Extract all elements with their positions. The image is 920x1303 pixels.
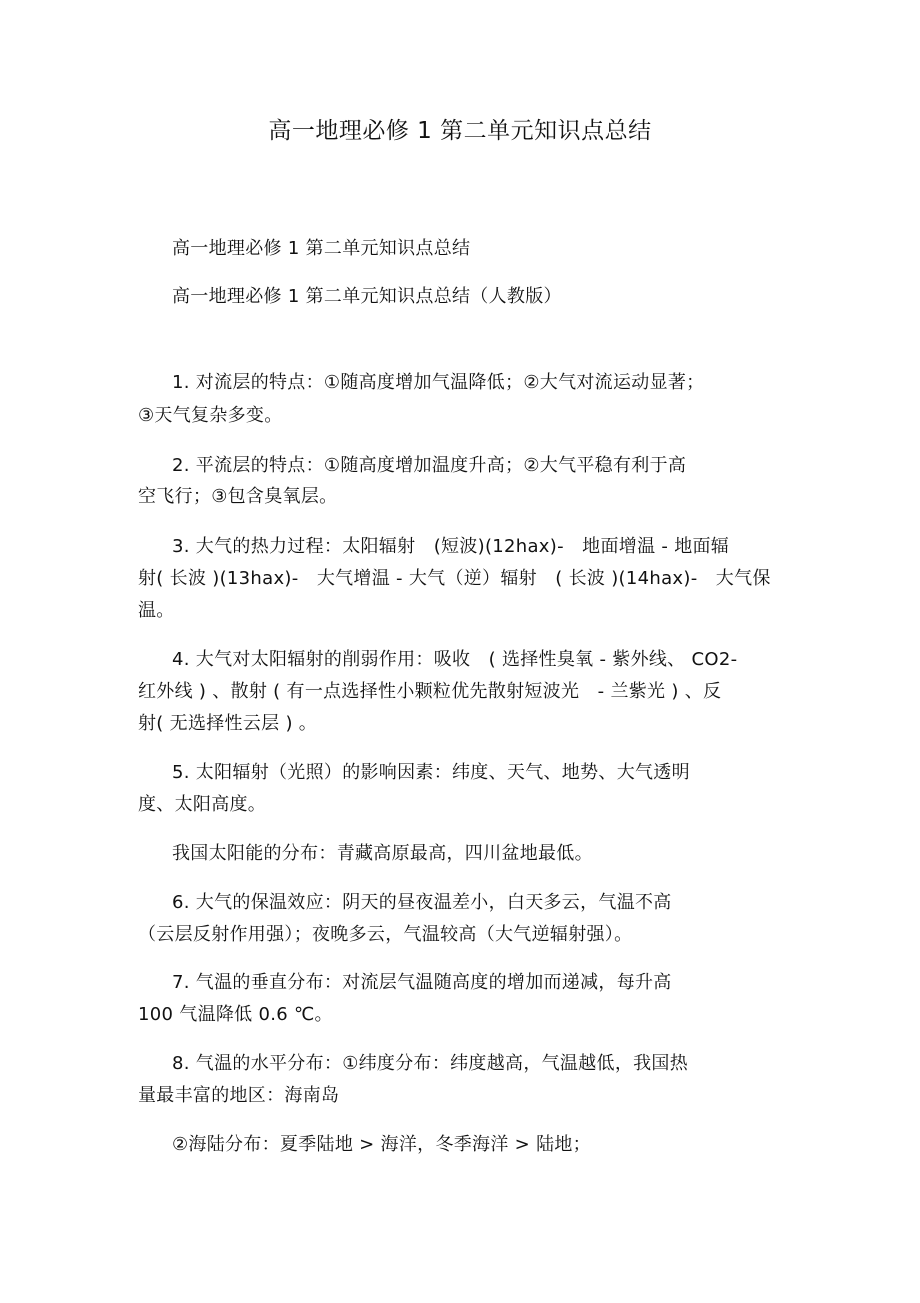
paragraph-line: 4. 大气对太阳辐射的削弱作用：吸收 ( 选择性臭氧 - 紫外线、 CO2- [172, 649, 738, 670]
paragraph-line: 量最丰富的地区：海南岛 [138, 1085, 340, 1106]
paragraph-line: 100 气温降低 0.6 ℃。 [138, 1004, 333, 1025]
paragraph-line: ②海陆分布：夏季陆地 > 海洋，冬季海洋 > 陆地； [172, 1134, 591, 1155]
paragraph-line: 5. 太阳辐射（光照）的影响因素：纬度、天气、地势、大气透明 [172, 762, 690, 783]
paragraph-line: 红外线 ) 、散射 ( 有一点选择性小颗粒优先散射短波光 - 兰紫光 ) 、反 [138, 681, 722, 702]
document-title: 高一地理必修 1 第二单元知识点总结 [268, 118, 652, 144]
paragraph-line: 我国太阳能的分布：青藏高原最高，四川盆地最低。 [172, 843, 593, 864]
paragraph-line: 射( 无选择性云层 ) 。 [138, 713, 318, 734]
paragraph-line: 2. 平流层的特点：①随高度增加温度升高；②大气平稳有利于高 [172, 455, 687, 476]
paragraph-line: 度、太阳高度。 [138, 794, 267, 815]
paragraph-line: 8. 气温的水平分布：①纬度分布：纬度越高，气温越低，我国热 [172, 1053, 689, 1074]
paragraph-line: 1. 对流层的特点：①随高度增加气温降低；②大气对流运动显著； [172, 372, 705, 393]
paragraph-line: 7. 气温的垂直分布：对流层气温随高度的增加而递减，每升高 [172, 972, 672, 993]
paragraph-line: 6. 大气的保温效应：阴天的昼夜温差小，白天多云，气温不高 [172, 892, 672, 913]
paragraph-line: 空飞行；③包含臭氧层。 [138, 486, 338, 507]
paragraph-line: 射( 长波 )(13hax)- 大气增温 - 大气（逆）辐射 ( 长波 )(14hax)- 大气保 [138, 568, 771, 589]
subtitle-line: 高一地理必修 1 第二单元知识点总结 [172, 238, 471, 259]
subtitle-line: 高一地理必修 1 第二单元知识点总结（人教版） [172, 286, 562, 307]
paragraph-line: （云层反射作用强）；夜晚多云，气温较高（大气逆辐射强）。 [138, 924, 633, 945]
paragraph-line: 3. 大气的热力过程：太阳辐射 (短波)(12hax)- 地面增温 - 地面辐 [172, 536, 730, 557]
paragraph-line: 温。 [138, 600, 175, 621]
paragraph-line: ③天气复杂多变。 [138, 405, 283, 426]
